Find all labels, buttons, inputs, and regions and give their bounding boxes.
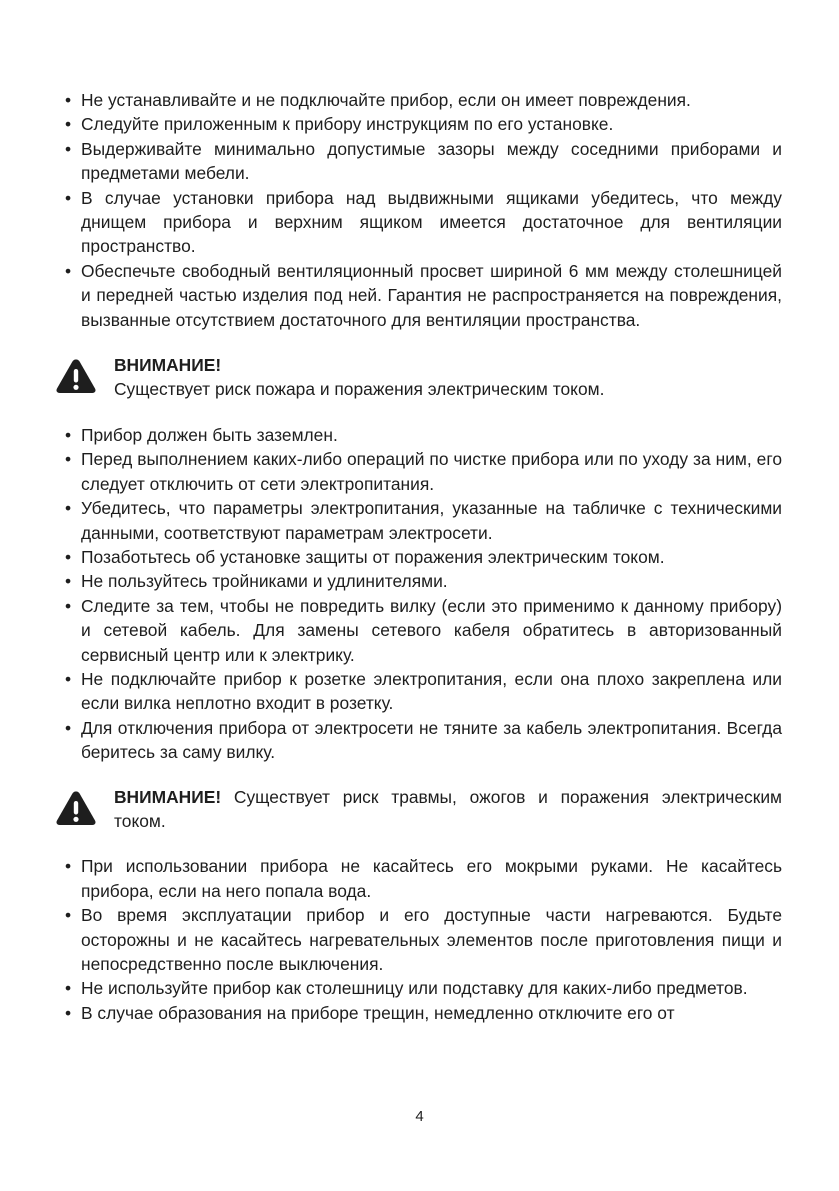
list-item: • Не используйте прибор как столешницу или подставку для каких-либо предметов. [62,976,782,1000]
list-item: • Следуйте приложенным к прибору инструкциям по его установке. [62,112,782,136]
bullet: • [65,546,72,567]
list-item: • Не устанавливайте и не подключайте прибор, если он имеет повреждения. [62,88,782,112]
list-item: • В случае образования на приборе трещин, немедленно отключите его от [62,1001,782,1025]
warning-triangle-icon [55,357,97,395]
bullet: • [65,449,72,470]
page-number: 4 [415,1108,424,1125]
list-item: • Не пользуйтесь тройниками и удлинителями. [62,569,782,593]
bullet: • [65,138,72,159]
list-item: • Прибор должен быть заземлен. [62,423,782,447]
list-item: • В случае установки прибора над выдвижными ящиками убедитесь, что между днищем прибора и верхним ящиком имеется достаточное для вентиляции пространство. [65,187,782,257]
bullet: • [65,1002,72,1023]
list-item: • Убедитесь, что параметры электропитания, указанные на табличке с техническими данными, соответствуют параметрам электросети. [65,498,782,543]
list-item: • Следите за тем, чтобы не повредить вилку (если это применимо к данному прибору) и сетевой кабель. Для замены сетевого кабеля обратитесь в авторизованный сервисный центр или к электрику. [65,595,782,665]
warning-triangle-icon [55,789,97,827]
bullet: • [65,595,72,616]
bullet: • [65,978,72,999]
bullet: • [65,717,72,738]
burn-safety-list [62,854,782,1025]
warning-block-fire [62,353,782,402]
list-item: • Обеспечьте свободный вентиляционный просвет шириной 6 мм между столешницей и передней частью изделия под ней. Гарантия не распространяется на повреждения, вызванные отсутствием достаточного для вентиляции пространства. [65,260,782,330]
bullet: • [65,668,72,689]
list-item: • Перед выполнением каких-либо операций по чистке прибора или по уходу за ним, его следует отключить от сети электропитания. [65,449,782,494]
list-item: • Во время эксплуатации прибор и его доступные части нагреваются. Будьте осторожны и не касайтесь нагревательных элементов после приготовления пищи и непосредственно после выключения. [65,905,782,974]
warning-title: ВНИМАНИЕ! [114,355,222,376]
bullet: • [65,260,72,281]
electrical-safety-list [62,423,782,765]
warning-title: ВНИМАНИЕ! [114,786,222,807]
list-item: • Для отключения прибора от электросети не тяните за кабель электропитания. Всегда беритесь за саму вилку. [65,717,782,763]
warning-block-injury [62,785,782,834]
bullet: • [65,498,72,519]
bullet: • [65,856,72,877]
warning-text: Существует риск травмы, ожогов и поражения электрическим током. [114,786,782,831]
warning-text: Существует риск пожара и поражения электрическим током. [114,379,605,400]
list-item: • Выдерживайте минимально допустимые зазоры между соседними приборами и предметами мебели. [65,138,782,184]
list-item: • Не подключайте прибор к розетке электропитания, если она плохо закреплена или если вилка неплотно входит в розетку. [65,668,782,714]
bullet: • [65,424,72,445]
bullet: • [65,905,72,926]
list-item: • Позаботьтесь об установке защиты от поражения электрическим током. [62,545,782,569]
installation-list [62,88,782,332]
bullet: • [65,571,72,592]
bullet: • [65,187,72,208]
bullet: • [65,90,72,110]
list-item: • При использовании прибора не касайтесь его мокрыми руками. Не касайтесь прибора, если на него попала вода. [65,856,782,901]
bullet: • [65,114,72,135]
document-page [62,88,782,1025]
